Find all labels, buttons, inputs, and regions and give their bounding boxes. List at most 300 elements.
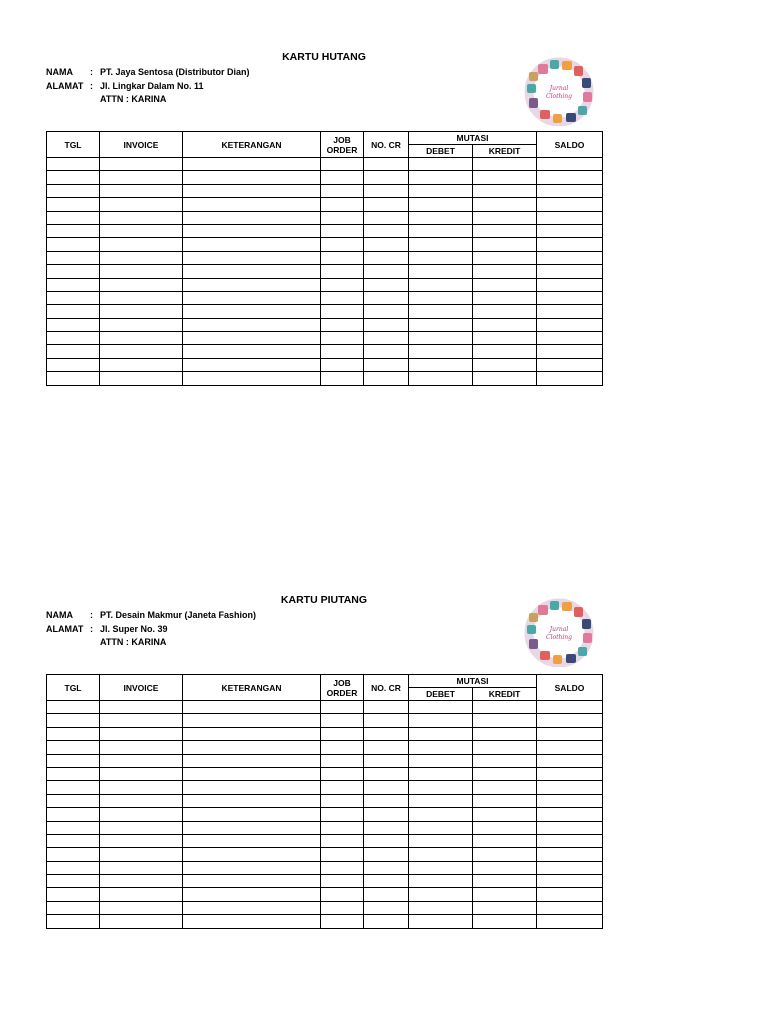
table-cell[interactable] <box>537 372 603 385</box>
table-cell[interactable] <box>100 714 183 727</box>
table-cell[interactable] <box>364 741 409 754</box>
table-cell[interactable] <box>47 875 100 888</box>
table-cell[interactable] <box>47 767 100 780</box>
table-cell[interactable] <box>47 701 100 714</box>
table-cell[interactable] <box>100 781 183 794</box>
table-cell[interactable] <box>321 265 364 278</box>
table-cell[interactable] <box>183 372 321 385</box>
table-row <box>47 345 603 358</box>
table-cell[interactable] <box>537 741 603 754</box>
table-cell[interactable] <box>537 888 603 901</box>
colon: : <box>90 80 93 91</box>
table-cell[interactable] <box>409 372 473 385</box>
table-cell[interactable] <box>100 727 183 740</box>
nama-value: PT. Desain Makmur (Janeta Fashion) <box>100 610 257 620</box>
table-cell[interactable] <box>100 332 183 345</box>
table-cell[interactable] <box>364 211 409 224</box>
table-cell[interactable] <box>100 198 183 211</box>
job-order-line-2: ORDER <box>326 687 358 698</box>
table-cell[interactable] <box>321 875 364 888</box>
table-cell[interactable] <box>321 318 364 331</box>
table-cell[interactable] <box>183 158 321 171</box>
table-cell[interactable] <box>364 901 409 914</box>
table-cell[interactable] <box>47 251 100 264</box>
table-cell[interactable] <box>100 821 183 834</box>
table-cell[interactable] <box>537 318 603 331</box>
table-cell[interactable] <box>100 875 183 888</box>
table-cell[interactable] <box>321 305 364 318</box>
table-cell[interactable] <box>473 848 537 861</box>
table-cell[interactable] <box>47 821 100 834</box>
table-cell[interactable] <box>537 808 603 821</box>
logo-text-2: Clothing <box>545 93 573 100</box>
table-cell[interactable] <box>364 224 409 237</box>
table-cell[interactable] <box>183 305 321 318</box>
table-cell[interactable] <box>100 794 183 807</box>
table-cell[interactable] <box>537 754 603 767</box>
table-cell[interactable] <box>183 701 321 714</box>
table-cell[interactable] <box>409 701 473 714</box>
table-cell[interactable] <box>364 358 409 371</box>
table-cell[interactable] <box>47 332 100 345</box>
table-cell[interactable] <box>100 358 183 371</box>
table-cell[interactable] <box>537 171 603 184</box>
table-cell[interactable] <box>47 848 100 861</box>
table-cell[interactable] <box>537 238 603 251</box>
table-cell[interactable] <box>473 714 537 727</box>
table-cell[interactable] <box>537 198 603 211</box>
table-cell[interactable] <box>537 834 603 847</box>
table-cell[interactable] <box>321 332 364 345</box>
table-cell[interactable] <box>183 754 321 767</box>
table-cell[interactable] <box>321 238 364 251</box>
table-cell[interactable] <box>473 265 537 278</box>
table-cell[interactable] <box>473 915 537 928</box>
table-cell[interactable] <box>100 372 183 385</box>
table-cell[interactable] <box>100 305 183 318</box>
table-cell[interactable] <box>537 345 603 358</box>
table-cell[interactable] <box>100 848 183 861</box>
table-cell[interactable] <box>47 198 100 211</box>
table-cell[interactable] <box>47 834 100 847</box>
col-invoice: INVOICE <box>100 132 183 158</box>
table-cell[interactable] <box>321 727 364 740</box>
table-cell[interactable] <box>100 291 183 304</box>
table-cell[interactable] <box>47 888 100 901</box>
table-cell[interactable] <box>321 372 364 385</box>
table-row <box>47 875 603 888</box>
table-cell[interactable] <box>537 875 603 888</box>
table-cell[interactable] <box>364 332 409 345</box>
table-cell[interactable] <box>321 767 364 780</box>
table-cell[interactable] <box>47 278 100 291</box>
table-cell[interactable] <box>409 224 473 237</box>
table-cell[interactable] <box>537 781 603 794</box>
table-cell[interactable] <box>321 741 364 754</box>
table-cell[interactable] <box>100 278 183 291</box>
table-cell[interactable] <box>47 171 100 184</box>
table-cell[interactable] <box>100 767 183 780</box>
table-cell[interactable] <box>47 727 100 740</box>
table-cell[interactable] <box>47 741 100 754</box>
table-cell[interactable] <box>473 238 537 251</box>
table-cell[interactable] <box>321 224 364 237</box>
table-cell[interactable] <box>47 915 100 928</box>
table-cell[interactable] <box>321 794 364 807</box>
table-cell[interactable] <box>321 198 364 211</box>
table-cell[interactable] <box>409 714 473 727</box>
table-cell[interactable] <box>473 345 537 358</box>
table-cell[interactable] <box>364 821 409 834</box>
ledger-table <box>46 131 603 386</box>
table-cell[interactable] <box>537 727 603 740</box>
table-cell[interactable] <box>364 318 409 331</box>
table-cell[interactable] <box>321 861 364 874</box>
table-cell[interactable] <box>473 305 537 318</box>
table-cell[interactable] <box>409 808 473 821</box>
table-cell[interactable] <box>364 848 409 861</box>
table-cell[interactable] <box>100 861 183 874</box>
table-cell[interactable] <box>409 171 473 184</box>
table-cell[interactable] <box>364 808 409 821</box>
table-cell[interactable] <box>409 834 473 847</box>
table-cell[interactable] <box>473 741 537 754</box>
table-cell[interactable] <box>473 278 537 291</box>
table-cell[interactable] <box>409 305 473 318</box>
table-cell[interactable] <box>409 875 473 888</box>
table-cell[interactable] <box>473 754 537 767</box>
table-row <box>47 211 603 224</box>
table-cell[interactable] <box>537 915 603 928</box>
table-cell[interactable] <box>409 184 473 197</box>
table-cell[interactable] <box>183 184 321 197</box>
table-cell[interactable] <box>47 808 100 821</box>
table-cell[interactable] <box>183 224 321 237</box>
table-cell[interactable] <box>364 278 409 291</box>
table-cell[interactable] <box>47 305 100 318</box>
table-cell[interactable] <box>321 345 364 358</box>
table-cell[interactable] <box>183 794 321 807</box>
table-cell[interactable] <box>183 901 321 914</box>
table-cell[interactable] <box>321 291 364 304</box>
table-cell[interactable] <box>537 278 603 291</box>
table-cell[interactable] <box>183 808 321 821</box>
table-cell[interactable] <box>473 727 537 740</box>
table-cell[interactable] <box>47 265 100 278</box>
table-cell[interactable] <box>473 251 537 264</box>
table-cell[interactable] <box>100 171 183 184</box>
table-cell[interactable] <box>409 821 473 834</box>
table-cell[interactable] <box>537 332 603 345</box>
table-cell[interactable] <box>473 808 537 821</box>
table-cell[interactable] <box>47 238 100 251</box>
table-cell[interactable] <box>183 332 321 345</box>
table-cell[interactable] <box>100 251 183 264</box>
table-cell[interactable] <box>409 211 473 224</box>
ledger-body <box>47 701 603 929</box>
table-cell[interactable] <box>409 251 473 264</box>
table-cell[interactable] <box>47 224 100 237</box>
table-cell[interactable] <box>47 754 100 767</box>
table-cell[interactable] <box>321 158 364 171</box>
table-cell[interactable] <box>364 754 409 767</box>
table-cell[interactable] <box>473 701 537 714</box>
table-cell[interactable] <box>409 358 473 371</box>
table-cell[interactable] <box>100 901 183 914</box>
table-cell[interactable] <box>473 198 537 211</box>
table-cell[interactable] <box>364 727 409 740</box>
table-cell[interactable] <box>537 291 603 304</box>
table-cell[interactable] <box>473 211 537 224</box>
table-cell[interactable] <box>100 701 183 714</box>
table-cell[interactable] <box>537 794 603 807</box>
table-cell[interactable] <box>537 901 603 914</box>
table-cell[interactable] <box>321 834 364 847</box>
table-cell[interactable] <box>537 265 603 278</box>
ledger-table <box>46 674 603 929</box>
table-cell[interactable] <box>364 158 409 171</box>
table-row <box>47 767 603 780</box>
table-cell[interactable] <box>473 184 537 197</box>
table-row <box>47 224 603 237</box>
table-cell[interactable] <box>537 848 603 861</box>
table-cell[interactable] <box>183 767 321 780</box>
table-cell[interactable] <box>364 345 409 358</box>
table-cell[interactable] <box>537 767 603 780</box>
table-cell[interactable] <box>183 714 321 727</box>
table-cell[interactable] <box>321 211 364 224</box>
table-cell[interactable] <box>100 238 183 251</box>
table-cell[interactable] <box>364 184 409 197</box>
table-cell[interactable] <box>537 821 603 834</box>
table-cell[interactable] <box>47 211 100 224</box>
table-cell[interactable] <box>537 861 603 874</box>
table-cell[interactable] <box>364 834 409 847</box>
table-cell[interactable] <box>47 318 100 331</box>
table-cell[interactable] <box>321 901 364 914</box>
table-cell[interactable] <box>473 901 537 914</box>
table-cell[interactable] <box>321 808 364 821</box>
table-cell[interactable] <box>537 184 603 197</box>
table-cell[interactable] <box>47 358 100 371</box>
col-tgl: TGL <box>47 675 100 701</box>
table-cell[interactable] <box>409 901 473 914</box>
table-cell[interactable] <box>364 915 409 928</box>
table-cell[interactable] <box>183 834 321 847</box>
table-cell[interactable] <box>100 808 183 821</box>
table-cell[interactable] <box>183 358 321 371</box>
table-cell[interactable] <box>47 345 100 358</box>
table-cell[interactable] <box>321 754 364 767</box>
ledger-body <box>47 158 603 386</box>
table-cell[interactable] <box>473 158 537 171</box>
table-cell[interactable] <box>364 251 409 264</box>
table-cell[interactable] <box>409 754 473 767</box>
table-cell[interactable] <box>409 888 473 901</box>
table-cell[interactable] <box>364 265 409 278</box>
table-cell[interactable] <box>409 332 473 345</box>
table-cell[interactable] <box>409 345 473 358</box>
col-mutasi: MUTASI <box>409 132 537 145</box>
table-cell[interactable] <box>47 184 100 197</box>
table-cell[interactable] <box>183 727 321 740</box>
table-cell[interactable] <box>409 848 473 861</box>
table-cell[interactable] <box>100 834 183 847</box>
table-cell[interactable] <box>183 861 321 874</box>
table-cell[interactable] <box>100 754 183 767</box>
table-cell[interactable] <box>321 915 364 928</box>
table-cell[interactable] <box>100 915 183 928</box>
nama-value: PT. Jaya Sentosa (Distributor Dian) <box>100 67 250 77</box>
table-cell[interactable] <box>183 741 321 754</box>
table-cell[interactable] <box>537 158 603 171</box>
table-cell[interactable] <box>321 781 364 794</box>
alamat-value: Jl. Lingkar Dalam No. 11 <box>100 80 204 91</box>
table-cell[interactable] <box>100 211 183 224</box>
table-cell[interactable] <box>183 345 321 358</box>
table-cell[interactable] <box>364 794 409 807</box>
table-cell[interactable] <box>409 198 473 211</box>
table-cell[interactable] <box>321 278 364 291</box>
table-cell[interactable] <box>183 318 321 331</box>
table-cell[interactable] <box>473 291 537 304</box>
table-cell[interactable] <box>100 741 183 754</box>
table-cell[interactable] <box>537 251 603 264</box>
table-cell[interactable] <box>537 701 603 714</box>
table-cell[interactable] <box>473 358 537 371</box>
table-cell[interactable] <box>321 251 364 264</box>
table-cell[interactable] <box>473 861 537 874</box>
table-cell[interactable] <box>473 224 537 237</box>
table-cell[interactable] <box>364 781 409 794</box>
table-cell[interactable] <box>47 291 100 304</box>
table-cell[interactable] <box>47 901 100 914</box>
table-cell[interactable] <box>321 701 364 714</box>
table-cell[interactable] <box>537 358 603 371</box>
col-kredit: KREDIT <box>473 688 537 701</box>
table-row <box>47 701 603 714</box>
table-cell[interactable] <box>473 781 537 794</box>
table-cell[interactable] <box>364 198 409 211</box>
table-cell[interactable] <box>183 251 321 264</box>
table-cell[interactable] <box>473 767 537 780</box>
col-invoice: INVOICE <box>100 675 183 701</box>
table-cell[interactable] <box>409 861 473 874</box>
table-cell[interactable] <box>364 701 409 714</box>
table-cell[interactable] <box>100 265 183 278</box>
table-cell[interactable] <box>321 358 364 371</box>
table-cell[interactable] <box>537 305 603 318</box>
table-cell[interactable] <box>364 372 409 385</box>
table-row <box>47 861 603 874</box>
table-cell[interactable] <box>473 888 537 901</box>
table-cell[interactable] <box>47 781 100 794</box>
table-cell[interactable] <box>409 915 473 928</box>
table-cell[interactable] <box>537 224 603 237</box>
table-cell[interactable] <box>409 265 473 278</box>
table-cell[interactable] <box>100 888 183 901</box>
table-cell[interactable] <box>47 714 100 727</box>
table-cell[interactable] <box>100 184 183 197</box>
table-cell[interactable] <box>409 318 473 331</box>
table-cell[interactable] <box>409 727 473 740</box>
table-cell[interactable] <box>364 305 409 318</box>
table-cell[interactable] <box>47 372 100 385</box>
table-cell[interactable] <box>364 861 409 874</box>
table-cell[interactable] <box>183 278 321 291</box>
table-cell[interactable] <box>47 861 100 874</box>
card-title: KARTU PIUTANG <box>280 594 368 606</box>
table-cell[interactable] <box>183 171 321 184</box>
table-row <box>47 158 603 171</box>
table-cell[interactable] <box>364 291 409 304</box>
table-cell[interactable] <box>321 821 364 834</box>
table-cell[interactable] <box>183 291 321 304</box>
job-order-line-1: JOB <box>333 134 351 145</box>
table-cell[interactable] <box>364 171 409 184</box>
table-cell[interactable] <box>100 158 183 171</box>
table-cell[interactable] <box>321 171 364 184</box>
table-cell[interactable] <box>409 158 473 171</box>
table-cell[interactable] <box>409 767 473 780</box>
table-cell[interactable] <box>409 794 473 807</box>
table-cell[interactable] <box>364 767 409 780</box>
table-cell[interactable] <box>409 781 473 794</box>
table-cell[interactable] <box>183 915 321 928</box>
table-cell[interactable] <box>321 714 364 727</box>
table-cell[interactable] <box>100 318 183 331</box>
table-cell[interactable] <box>473 372 537 385</box>
colon: : <box>90 623 93 634</box>
table-cell[interactable] <box>183 211 321 224</box>
table-cell[interactable] <box>409 291 473 304</box>
table-cell[interactable] <box>47 794 100 807</box>
table-cell[interactable] <box>364 888 409 901</box>
table-cell[interactable] <box>321 184 364 197</box>
table-cell[interactable] <box>473 318 537 331</box>
table-row <box>47 358 603 371</box>
table-cell[interactable] <box>473 332 537 345</box>
table-cell[interactable] <box>183 781 321 794</box>
table-cell[interactable] <box>473 875 537 888</box>
table-cell[interactable] <box>409 741 473 754</box>
table-cell[interactable] <box>473 821 537 834</box>
table-cell[interactable] <box>183 848 321 861</box>
table-cell[interactable] <box>183 198 321 211</box>
table-cell[interactable] <box>473 794 537 807</box>
table-cell[interactable] <box>364 714 409 727</box>
table-cell[interactable] <box>473 834 537 847</box>
table-cell[interactable] <box>321 848 364 861</box>
table-cell[interactable] <box>183 888 321 901</box>
table-cell[interactable] <box>183 875 321 888</box>
table-cell[interactable] <box>183 238 321 251</box>
table-cell[interactable] <box>364 238 409 251</box>
table-cell[interactable] <box>183 265 321 278</box>
table-cell[interactable] <box>537 211 603 224</box>
table-cell[interactable] <box>100 224 183 237</box>
table-cell[interactable] <box>321 888 364 901</box>
table-cell[interactable] <box>364 875 409 888</box>
table-cell[interactable] <box>409 278 473 291</box>
table-cell[interactable] <box>473 171 537 184</box>
table-cell[interactable] <box>409 238 473 251</box>
table-cell[interactable] <box>183 821 321 834</box>
table-cell[interactable] <box>100 345 183 358</box>
table-cell[interactable] <box>47 158 100 171</box>
table-cell[interactable] <box>537 714 603 727</box>
attn-value: ATTN : KARINA <box>100 637 167 647</box>
